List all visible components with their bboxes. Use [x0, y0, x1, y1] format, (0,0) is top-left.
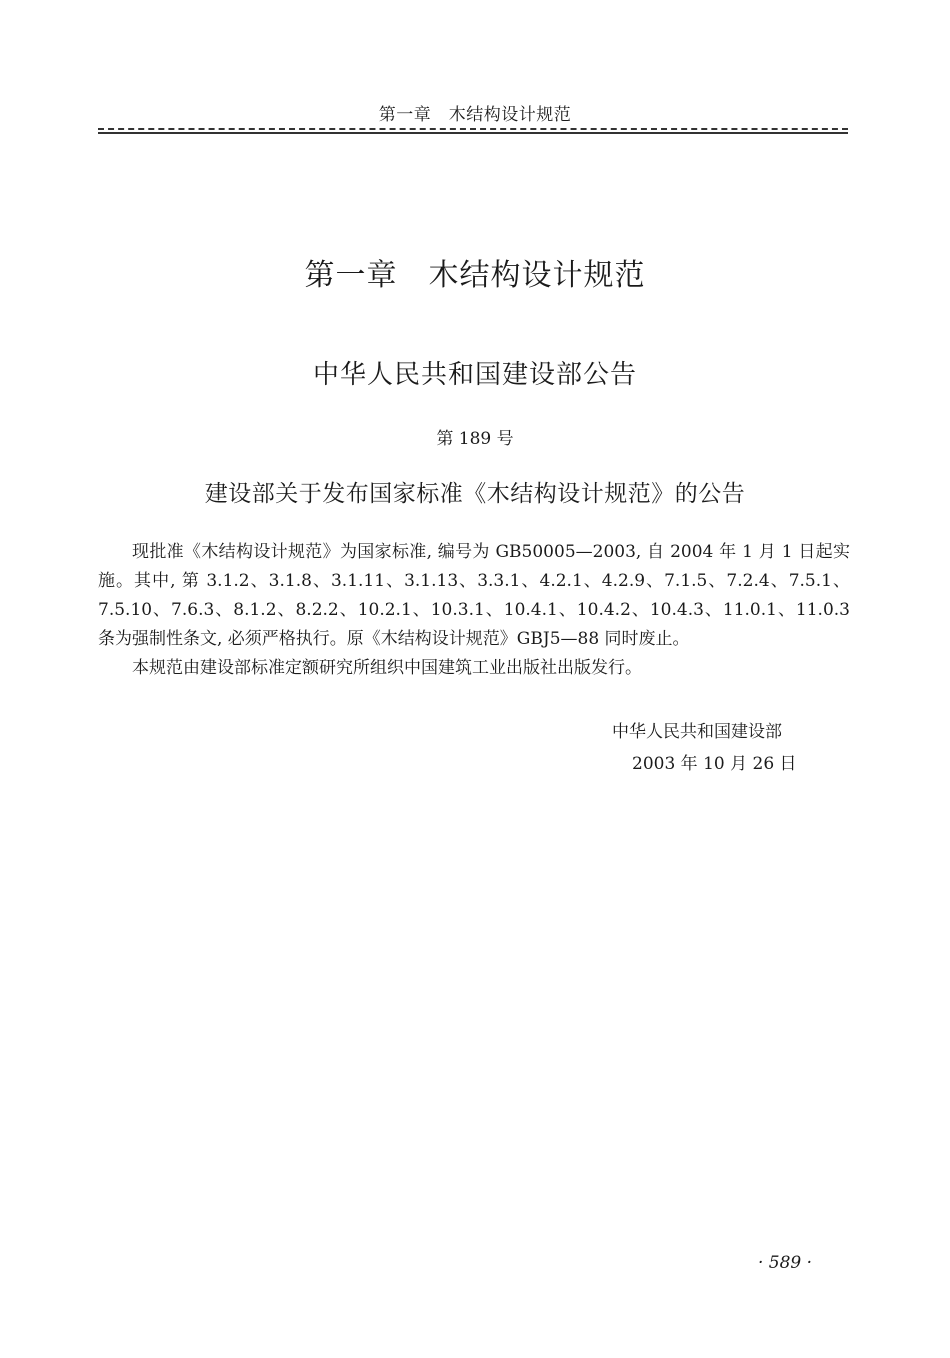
signature-date: 2003 年 10 月 26 日 — [632, 754, 797, 774]
chapter-title: 第一章 木结构设计规范 — [304, 258, 646, 293]
notice-number: 第 189 号 — [436, 429, 514, 449]
page-number: · 589 · — [757, 1253, 813, 1273]
signature-organization: 中华人民共和国建设部 — [612, 722, 782, 742]
header-rule-solid-line — [98, 132, 848, 134]
header-rule — [98, 128, 848, 136]
body-paragraph: 现批准《木结构设计规范》为国家标准, 编号为 GB50005—2003, 自 2004 年 1 月 1 日起实施。其中, 第 3.1.2、3.1.8、3.1.11、3.1.13、3.3.1、4.2.1、4.2.9、7.1.5、7.2.4、7.5.1、7.5.10、7.6.3、8.1.2、8.2.2、10.2.1、10.3.1、10.4.1、10.4.2、10.4.3、11.0.1、11.0.3 条为强制性条文, 必须严格执行。原《木结构设计规范》GBJ5—88 同时废止。 — [98, 542, 850, 649]
notice-body — [98, 538, 850, 683]
notice-subject: 建设部关于发布国家标准《木结构设计规范》的公告 — [204, 481, 746, 507]
body-paragraph: 本规范由建设部标准定额研究所组织中国建筑工业出版社出版发行。 — [132, 658, 642, 678]
signature-block — [560, 716, 860, 780]
running-head: 第一章 木结构设计规范 — [378, 105, 572, 125]
notice-title: 中华人民共和国建设部公告 — [312, 360, 637, 390]
header-rule-dashed-line — [98, 128, 848, 130]
